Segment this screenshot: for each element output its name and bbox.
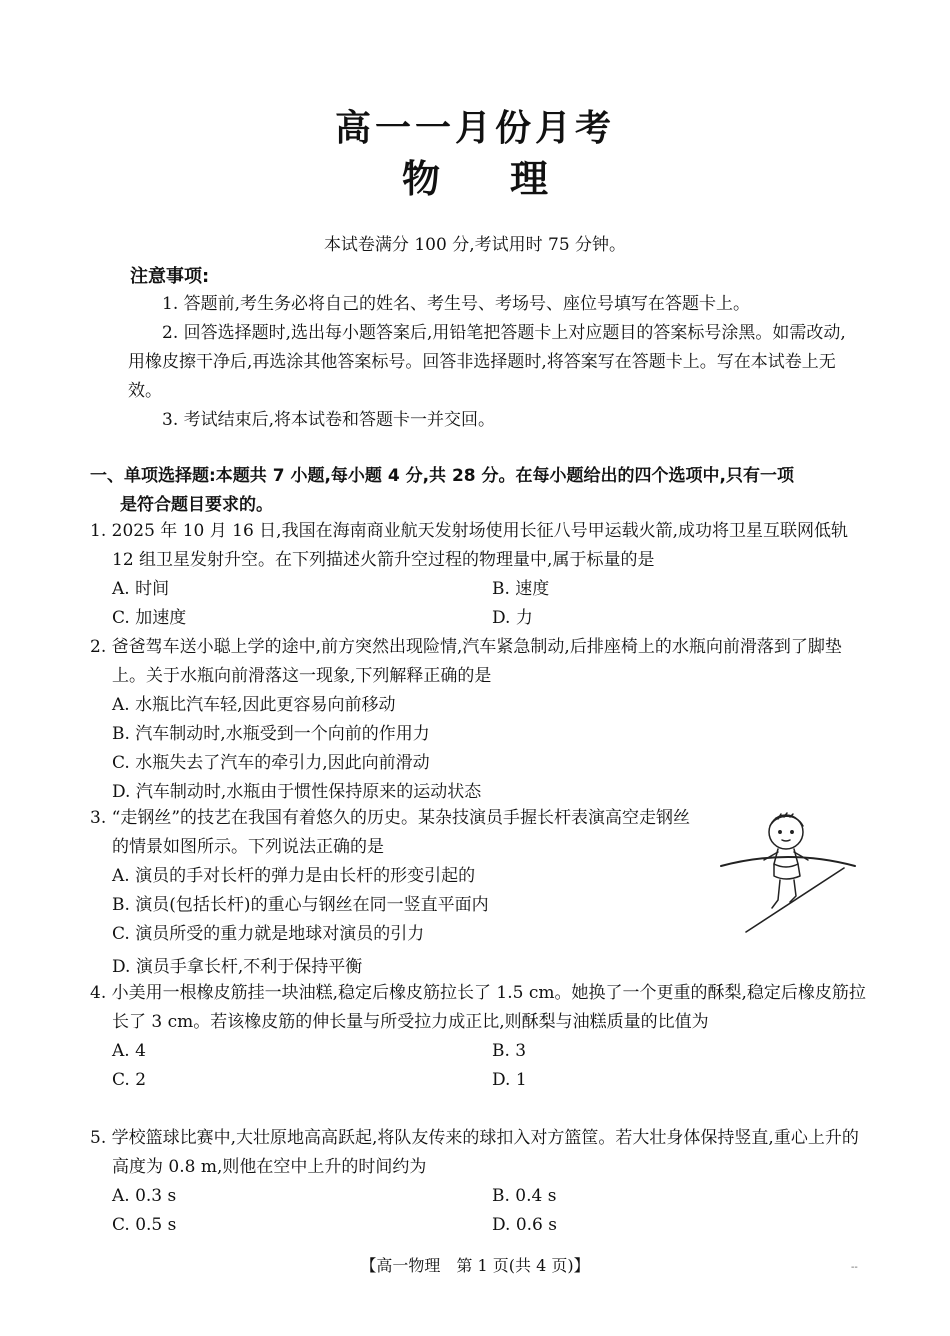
option-b: B. 3 (492, 1041, 527, 1061)
option-c: C. 演员所受的重力就是地球对演员的引力 (112, 924, 425, 944)
option-c: C. 加速度 (112, 608, 187, 628)
exam-intro: 本试卷满分 100 分,考试用时 75 分钟。 (323, 235, 627, 255)
section-heading-line: 一、单项选择题:本题共 7 小题,每小题 4 分,共 28 分。在每小题给出的四个选项中,只有一项 (90, 466, 794, 486)
tightrope-walker-figure (718, 804, 858, 934)
option-d: D. 1 (492, 1070, 527, 1090)
option-c: C. 2 (112, 1070, 147, 1090)
notice-item: 1. 答题前,考生务必将自己的姓名、考生号、考场号、座位号填写在答题卡上。 (162, 294, 751, 314)
exam-title: 高一一月份月考 (334, 108, 615, 149)
question-3 (90, 804, 702, 982)
subject-char-2: 理 (510, 157, 549, 201)
question-stem: 4. 小美用一根橡皮筋挂一块油糕,稳定后橡皮筋拉长了 1.5 cm。她换了一个更重的酥梨,稳定后橡皮筋拉长了 3 cm。若该橡皮筋的伸长量与所受拉力成正比,则酥梨与油糕质量的比值为 (90, 983, 866, 1032)
question-stem: 1. 2025 年 10 月 16 日,我国在海南商业航天发射场使用长征八号甲运载火箭,成功将卫星互联网低轨 12 组卫星发射升空。在下列描述火箭升空过程的物理量中,属于标量的是 (90, 521, 848, 570)
balancing-pole (721, 857, 855, 866)
subject-title (0, 148, 950, 203)
notice-item: 2. 回答选择题时,选出每小题答案后,用铅笔把答题卡上对应题目的答案标号涂黑。如需改动,用橡皮擦干净后,再选涂其他答案标号。回答非选择题时,将答案写在答题卡上。写在本试卷上无效。 (128, 323, 846, 401)
option-a: A. 水瓶比汽车轻,因此更容易向前移动 (112, 695, 396, 715)
question-5 (90, 1124, 870, 1240)
option-a: A. 0.3 s (112, 1186, 177, 1206)
section-heading (90, 462, 870, 520)
option-c: C. 水瓶失去了汽车的牵引力,因此向前滑动 (112, 753, 430, 773)
notice-item: 3. 考试结束后,将本试卷和答题卡一并交回。 (162, 410, 496, 430)
option-d: D. 力 (492, 608, 533, 628)
notice-list (128, 290, 848, 435)
option-b: B. 0.4 s (492, 1186, 557, 1206)
question-1 (90, 517, 870, 633)
section-heading-line: 是符合题目要求的。 (120, 495, 273, 515)
option-a: A. 时间 (112, 579, 170, 599)
question-stem: 3. “走钢丝”的技艺在我国有着悠久的历史。某杂技演员手握长杆表演高空走钢丝的情景如图所示。下列说法正确的是 (90, 808, 691, 857)
option-b: B. 速度 (492, 579, 550, 599)
question-2 (90, 633, 870, 807)
walker-shorts (774, 864, 800, 879)
option-a: A. 演员的手对长杆的弹力是由长杆的形变引起的 (112, 866, 476, 886)
option-a: A. 4 (112, 1041, 146, 1061)
walker-hair (770, 816, 803, 826)
question-4 (90, 979, 870, 1095)
option-b: B. 汽车制动时,水瓶受到一个向前的作用力 (112, 724, 430, 744)
corner-mark: -- (851, 1262, 858, 1273)
option-c: C. 0.5 s (112, 1215, 177, 1235)
page-footer: 【高一物理 第 1 页(共 4 页)】 (360, 1256, 590, 1275)
option-b: B. 演员(包括长杆)的重心与钢丝在同一竖直平面内 (112, 895, 489, 915)
question-stem: 5. 学校篮球比赛中,大壮原地高高跃起,将队友传来的球扣入对方篮筐。若大壮身体保持竖直,重心上升的高度为 0.8 m,则他在空中上升的时间约为 (90, 1128, 859, 1177)
walker-legs (772, 880, 796, 908)
subject-char-1: 物 (401, 157, 440, 201)
option-d: D. 演员手拿长杆,不利于保持平衡 (112, 957, 363, 977)
option-d: D. 0.6 s (492, 1215, 557, 1235)
question-stem: 2. 爸爸驾车送小聪上学的途中,前方突然出现险情,汽车紧急制动,后排座椅上的水瓶向前滑落到了脚垫上。关于水瓶向前滑落这一现象,下列解释正确的是 (90, 637, 842, 686)
walker-hair-strands (772, 813, 793, 823)
walker-arms (764, 852, 808, 860)
option-d: D. 汽车制动时,水瓶由于惯性保持原来的运动状态 (112, 782, 482, 802)
notice-heading: 注意事项: (130, 266, 210, 287)
